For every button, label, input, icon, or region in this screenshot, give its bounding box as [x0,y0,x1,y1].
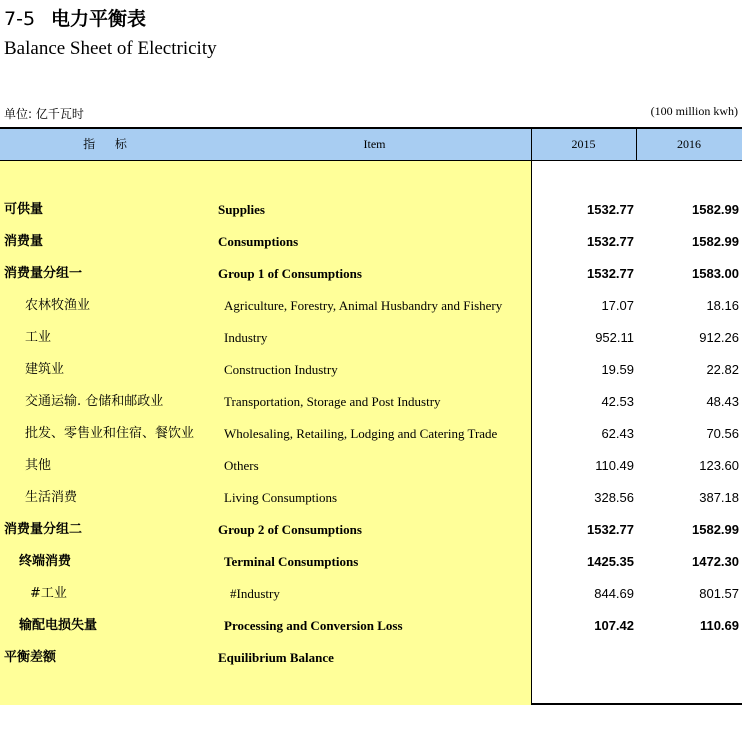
table-number: 7-5 [4,8,36,30]
row-label-en: Group 1 of Consumptions [218,266,362,281]
header-year-2016: 2016 [677,137,701,151]
table-row [0,514,742,546]
row-label-cn: 输配电损失量 [19,618,98,633]
value-2015: 17.07 [601,298,634,313]
row-label-cn: 终端消费 [19,554,72,569]
row-label-en: Supplies [218,202,265,217]
table-row [0,450,742,482]
table-row [0,386,742,418]
table-row [0,418,742,450]
table-row [0,642,742,674]
row-label-cn: #工业 [30,586,67,601]
row-label-en: Terminal Consumptions [224,554,359,569]
row-label-cn: 农林牧渔业 [25,298,91,313]
page-title-en: Balance Sheet of Electricity [4,38,217,59]
row-label-en: Wholesaling, Retailing, Lodging and Catering Trade [224,426,498,441]
value-2016: 123.60 [699,458,739,473]
row-label-cn: 可供量 [4,202,44,217]
value-2016: 22.82 [706,362,739,377]
value-2015: 1532.77 [587,202,634,217]
value-2016: 387.18 [699,490,739,505]
value-2015: 844.69 [594,586,634,601]
value-2016 [636,642,739,674]
table-header [0,129,742,161]
row-label-en: Agriculture, Forestry, Animal Husbandry and Fishery [224,298,503,313]
value-2015: 110.49 [595,458,634,473]
row-label-cn: 消费量分组一 [4,266,83,281]
value-2015: 1425.35 [587,554,634,569]
row-label-cn: 消费量分组二 [4,522,83,537]
balance-table [0,127,742,705]
header-divider [636,129,637,161]
header-indicator: 指 标 [83,137,135,151]
table-row [0,354,742,386]
value-2015: 328.56 [594,490,634,505]
row-label-en: Processing and Conversion Loss [224,618,403,633]
table-row [0,578,742,610]
row-label-en: Industry [224,330,268,345]
row-label-cn: 其他 [25,458,52,473]
row-label-cn: 生活消费 [25,490,78,505]
value-2016: 70.56 [706,426,739,441]
value-2015 [531,642,634,674]
row-label-en: Living Consumptions [224,490,338,505]
value-2016: 18.16 [706,298,739,313]
row-label-en: Equilibrium Balance [218,650,334,665]
row-label-cn: 建筑业 [25,362,65,377]
row-label-en: Consumptions [218,234,299,249]
value-2015: 952.11 [595,330,634,345]
value-2016: 48.43 [706,394,739,409]
row-label-en: Construction Industry [224,362,338,377]
value-2016: 1472.30 [692,554,739,569]
value-2016: 1582.99 [692,234,739,249]
table-row [0,546,742,578]
header-year-2015: 2015 [571,137,596,151]
table-row [0,610,742,642]
unit-label-cn: 单位: 亿千瓦时 [4,107,84,121]
table-row [0,258,742,290]
value-2015: 1532.77 [587,234,634,249]
row-label-cn: 交通运输. 仓储和邮政业 [25,394,164,409]
value-2016: 801.57 [699,586,739,601]
table-row [0,322,742,354]
value-2015: 107.42 [594,618,634,633]
row-label-en: #Industry [230,586,280,601]
value-2016: 110.69 [699,618,739,633]
value-2015: 1532.77 [587,522,634,537]
row-label-en: Others [224,458,259,473]
table-row [0,194,742,226]
table-row [0,482,742,514]
header-item: Item [363,137,386,151]
row-label-cn: 工业 [25,330,52,345]
value-2015: 62.43 [601,426,634,441]
table-row [0,226,742,258]
row-label-en: Group 2 of Consumptions [218,522,362,537]
page-title-cn [4,4,146,31]
row-label-cn: 消费量 [4,234,44,249]
row-label-cn: 批发、零售业和住宿、餐饮业 [25,426,195,441]
value-2016: 1583.00 [692,266,739,281]
value-2016: 1582.99 [692,202,739,217]
unit-label-en: (100 million kwh) [650,104,738,118]
row-label-en: Transportation, Storage and Post Industry [224,394,441,409]
value-2016: 912.26 [699,330,739,345]
table-row [0,290,742,322]
title-cn-text: 电力平衡表 [51,8,147,30]
value-2015: 1532.77 [587,266,634,281]
value-2016: 1582.99 [692,522,739,537]
row-label-cn: 平衡差额 [4,650,57,665]
value-2015: 19.59 [601,362,634,377]
value-2015: 42.53 [601,394,634,409]
